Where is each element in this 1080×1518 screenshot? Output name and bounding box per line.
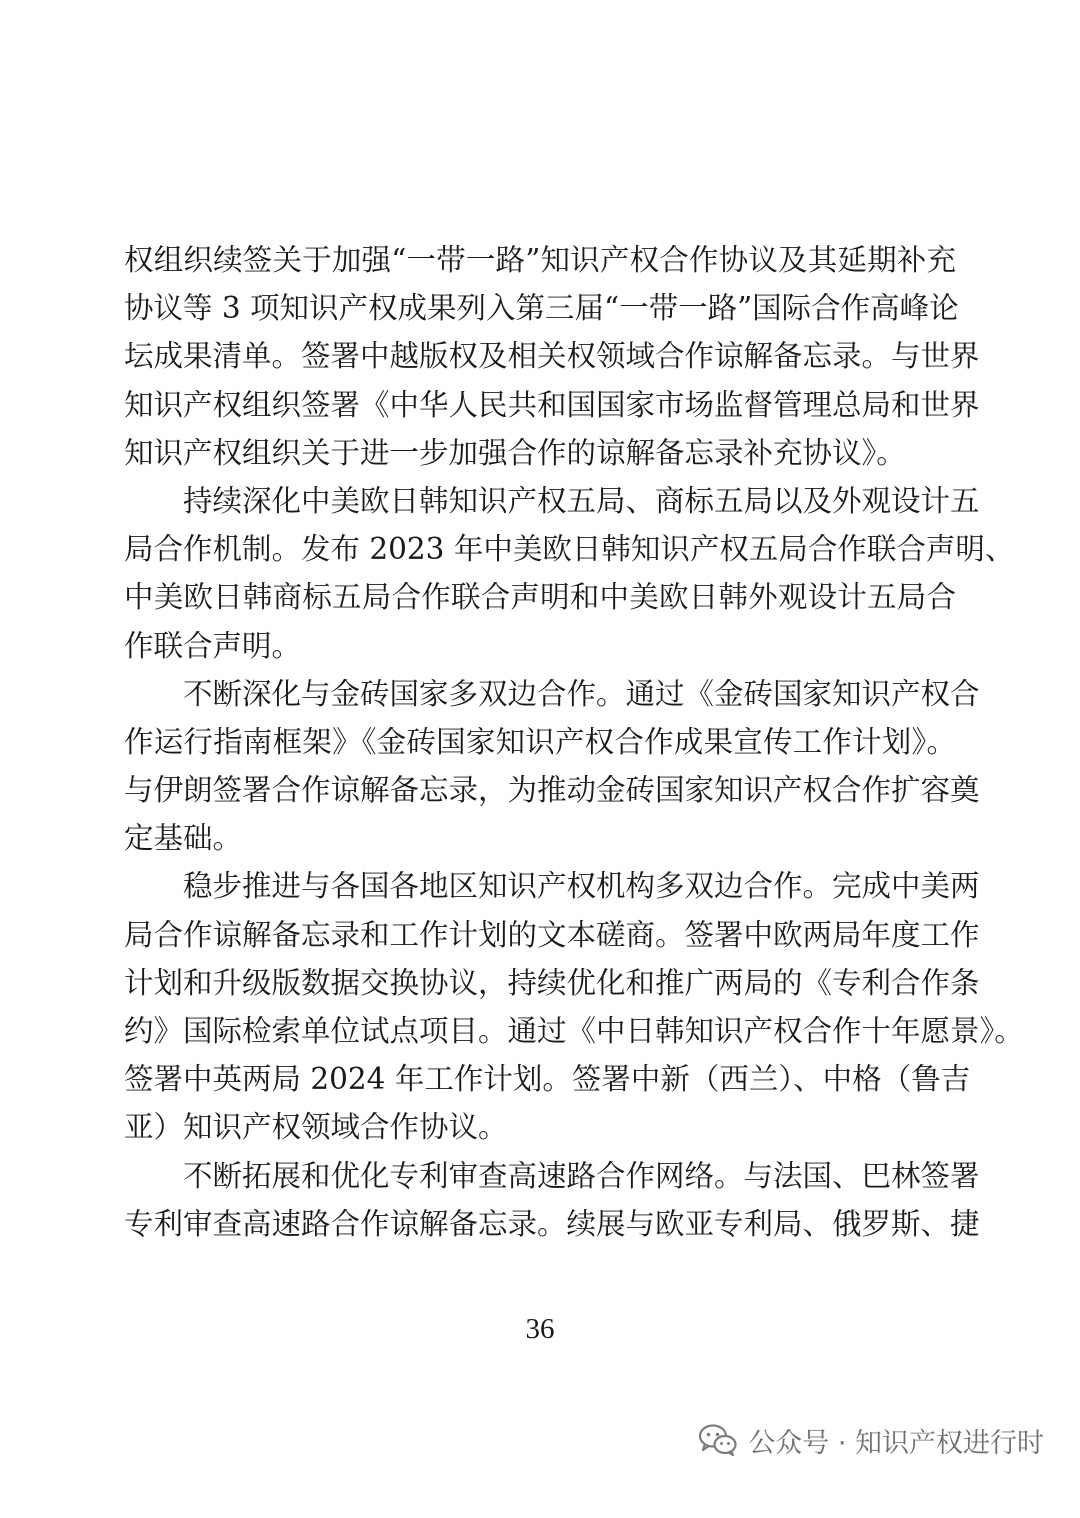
text-line: 不断拓展和优化专利审查高速路合作网络。与法国、巴林签署 <box>124 1158 980 1193</box>
text-line: 不断深化与金砖国家多双边合作。通过《金砖国家知识产权合 <box>124 676 980 711</box>
text-line: 知识产权组织关于进一步加强合作的谅解备忘录补充协议》。 <box>124 435 906 470</box>
text-line: 权组织续签关于加强“一带一路”知识产权合作协议及其延期补充 <box>124 243 956 277</box>
text-line: 签署中英两局 2024 年工作计划。签署中新（西兰）、中格（鲁吉 <box>124 1062 971 1097</box>
text-line: 计划和升级版数据交换协议，持续优化和推广两局的《专利合作条 <box>124 965 980 1000</box>
text-line: 局合作机制。发布 2023 年中美欧日韩知识产权五局合作联合声明、 <box>124 532 1015 567</box>
text-line: 局合作谅解备忘录和工作计划的文本磋商。签署中欧两局年度工作 <box>124 917 980 952</box>
text-line: 协议等 3 项知识产权成果列入第三届“一带一路”国际合作高峰论 <box>124 291 959 326</box>
text-line: 约》国际检索单位试点项目。通过《中日韩知识产权合作十年愿景》。 <box>124 1014 1024 1048</box>
text-line: 定基础。 <box>124 821 243 856</box>
text-line: 与伊朗签署合作谅解备忘录，为推动金砖国家知识产权合作扩容奠 <box>124 773 980 808</box>
text-line: 作联合声明。 <box>124 628 302 663</box>
watermark-text: 公众号 · 知识产权进行时 <box>748 1427 1044 1459</box>
text-line: 坛成果清单。签署中越版权及相关权领域合作谅解备忘录。与世界 <box>124 339 980 374</box>
wechat-icon <box>698 1423 738 1457</box>
text-line: 稳步推进与各国各地区知识产权机构多双边合作。完成中美两 <box>124 869 980 904</box>
text-line: 专利审查高速路合作谅解备忘录。续展与欧亚专利局、俄罗斯、捷 <box>124 1206 980 1241</box>
text-line: 知识产权组织签署《中华人民共和国国家市场监督管理总局和世界 <box>124 387 980 422</box>
watermark <box>698 1418 1044 1462</box>
text-line: 持续深化中美欧日韩知识产权五局、商标五局以及外观设计五 <box>124 483 980 518</box>
text-line: 中美欧日韩商标五局合作联合声明和中美欧日韩外观设计五局合 <box>124 580 956 615</box>
text-line: 作运行指南框架》《金砖国家知识产权合作成果宣传工作计划》。 <box>124 724 956 759</box>
page-number: 36 <box>525 1313 555 1345</box>
text-line: 亚）知识产权领域合作协议。 <box>124 1110 508 1145</box>
body-text <box>124 236 1024 1248</box>
